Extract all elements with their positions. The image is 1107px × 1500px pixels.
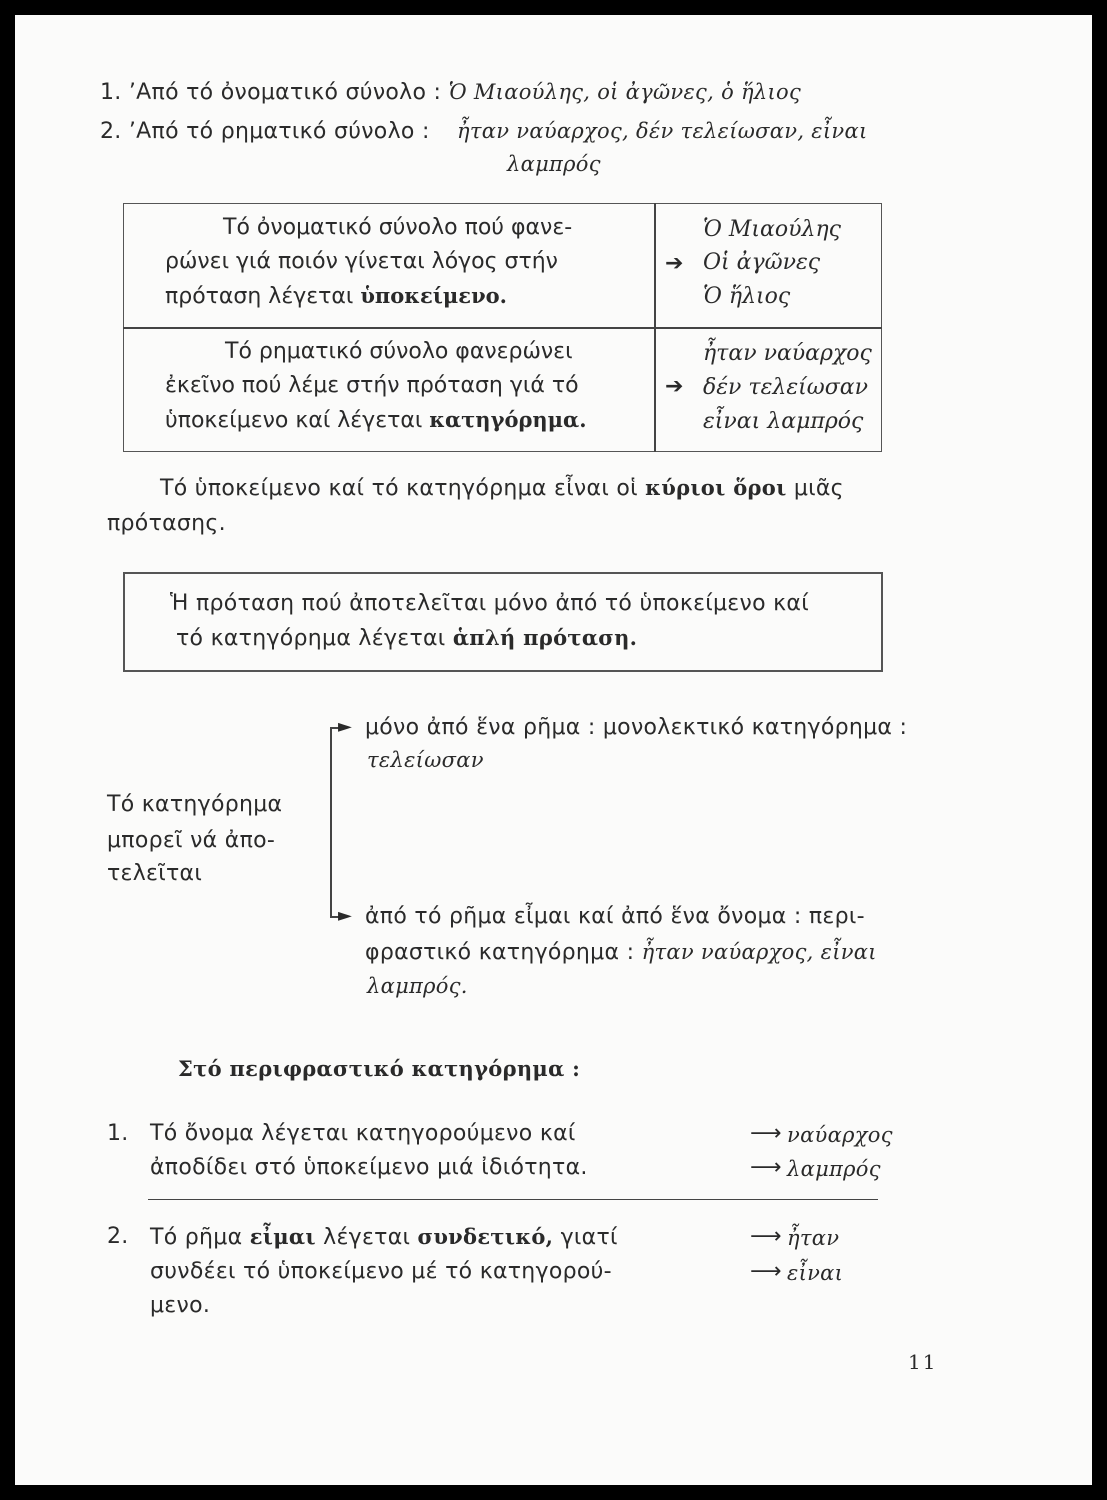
branch1-line1: μόνο ἀπό ἕνα ρῆμα : μονολεκτικό κατηγόρημα : xyxy=(365,715,908,740)
source-item-2 xyxy=(100,114,868,149)
subject-example-1: Ὁ Μιαούλης xyxy=(703,217,841,242)
table-column-divider xyxy=(654,203,656,452)
main-terms-line1: Τό ὑποκείμενο καί τό κατηγόρημα εἶναι οἱ κύριοι ὅροι μιᾶς xyxy=(160,475,844,501)
subject-def-line1: Τό ὀνοματικό σύνολο πού φανε- xyxy=(223,215,573,240)
simple-sentence-line1: Ἡ πρόταση πού ἀποτελεῖται μόνο ἀπό τό ὑποκείμενο καί xyxy=(170,591,809,616)
periphrastic-item2-line3: μενο. xyxy=(150,1293,211,1318)
branch2-line2: φραστικό κατηγόρημα : ἦταν ναύαρχος, εἶναι xyxy=(365,940,877,965)
arrow-icon: ⟶ xyxy=(750,1259,782,1284)
predicate-def-line1: Τό ρηματικό σύνολο φανερώνει xyxy=(225,339,573,364)
predicate-forms-label-3: τελεῖται xyxy=(107,861,203,886)
periphrastic-item1-line2: ἀποδίδει στό ὑποκείμενο μιά ἰδιότητα. xyxy=(150,1155,588,1180)
page xyxy=(15,15,1092,1485)
bracket-arrow-top-icon: ► xyxy=(338,716,352,737)
bracket-vertical xyxy=(330,727,332,917)
branch2-example: ἦταν ναύαρχος, εἶναι xyxy=(641,940,877,964)
term-copulative: συνδετικό, xyxy=(417,1224,554,1249)
periphrastic-item2-example-2: εἶναι xyxy=(787,1261,844,1285)
predicate-example-2: δέν τελείωσαν xyxy=(703,375,868,400)
arrow-icon: ➔ xyxy=(665,251,684,276)
periphrastic-item2-line1: Τό ρῆμα εἶμαι λέγεται συνδετικό, γιατί xyxy=(150,1224,618,1250)
item-label: ’Από τό ρηματικό σύνολο : xyxy=(128,119,430,144)
term-eimai: εἶμαι xyxy=(249,1224,316,1249)
periphrastic-item1-example-1: ναύαρχος xyxy=(787,1123,893,1147)
term-subject: ὑποκείμενο. xyxy=(360,283,507,308)
subject-def-line3: πρόταση λέγεται ὑποκείμενο. xyxy=(165,283,507,309)
bracket-arrow-bottom-icon: ► xyxy=(338,905,352,926)
separator-line xyxy=(148,1199,878,1200)
periphrastic-item2-number: 2. xyxy=(107,1224,129,1249)
predicate-example-3: εἶναι λαμπρός xyxy=(703,409,864,434)
periphrastic-item1-example-2: λαμπρός xyxy=(787,1157,881,1181)
item-number: 2. xyxy=(100,119,122,144)
predicate-example-1: ἦταν ναύαρχος xyxy=(703,341,872,366)
subject-example-2: Οἱ ἀγῶνες xyxy=(703,250,821,275)
arrow-icon: ⟶ xyxy=(750,1155,782,1180)
arrow-icon: ⟶ xyxy=(750,1121,782,1146)
branch2-line1: ἀπό τό ρῆμα εἶμαι καί ἀπό ἕνα ὄνομα : περι- xyxy=(365,904,865,929)
predicate-forms-label-1: Τό κατηγόρημα xyxy=(107,792,283,817)
subject-def-line2: ρώνει γιά ποιόν γίνεται λόγος στήν xyxy=(165,249,558,274)
item-value-continued: λαμπρός xyxy=(507,152,601,176)
predicate-forms-label-2: μπορεῖ νά ἀπο- xyxy=(107,828,276,853)
item-value: Ὁ Μιαούλης, οἱ ἀγῶνες, ὁ ἥλιος xyxy=(448,80,802,104)
term-simple-sentence: ἁπλή πρόταση. xyxy=(452,625,638,650)
predicate-def-line2: ἐκεῖνο πού λέμε στήν πρόταση γιά τό xyxy=(165,373,579,398)
item-number: 1. xyxy=(100,80,122,105)
page-number: 11 xyxy=(908,1350,938,1374)
main-terms-line2: πρότασης. xyxy=(107,511,226,536)
arrow-icon: ➔ xyxy=(665,374,684,399)
subject-example-3: Ὁ ἥλιος xyxy=(703,284,791,309)
periphrastic-heading: Στό περιφραστικό κατηγόρημα : xyxy=(178,1056,581,1081)
term-main: κύριοι ὅροι xyxy=(645,475,787,500)
source-item-1 xyxy=(100,75,801,110)
branch1-example: τελείωσαν xyxy=(367,748,484,772)
predicate-def-line3: ὑποκείμενο καί λέγεται κατηγόρημα. xyxy=(165,407,587,433)
periphrastic-item2-example-1: ἦταν xyxy=(787,1226,840,1250)
periphrastic-item1-line1: Τό ὄνομα λέγεται κατηγορούμενο καί xyxy=(150,1121,576,1146)
table-row-divider xyxy=(123,327,882,329)
periphrastic-item1-number: 1. xyxy=(107,1121,129,1146)
item-label: ’Από τό ὀνοματικό σύνολο : xyxy=(128,80,442,105)
periphrastic-item2-line2: συνδέει τό ὑποκείμενο μέ τό κατηγορού- xyxy=(150,1259,612,1284)
simple-sentence-line2: τό κατηγόρημα λέγεται ἁπλή πρόταση. xyxy=(176,625,638,651)
term-predicate: κατηγόρημα. xyxy=(429,407,587,432)
arrow-icon: ⟶ xyxy=(750,1224,782,1249)
item-value: ἦταν ναύαρχος, δέν τελείωσαν, εἶναι xyxy=(456,119,868,143)
branch2-example-continued: λαμπρός. xyxy=(367,974,468,998)
